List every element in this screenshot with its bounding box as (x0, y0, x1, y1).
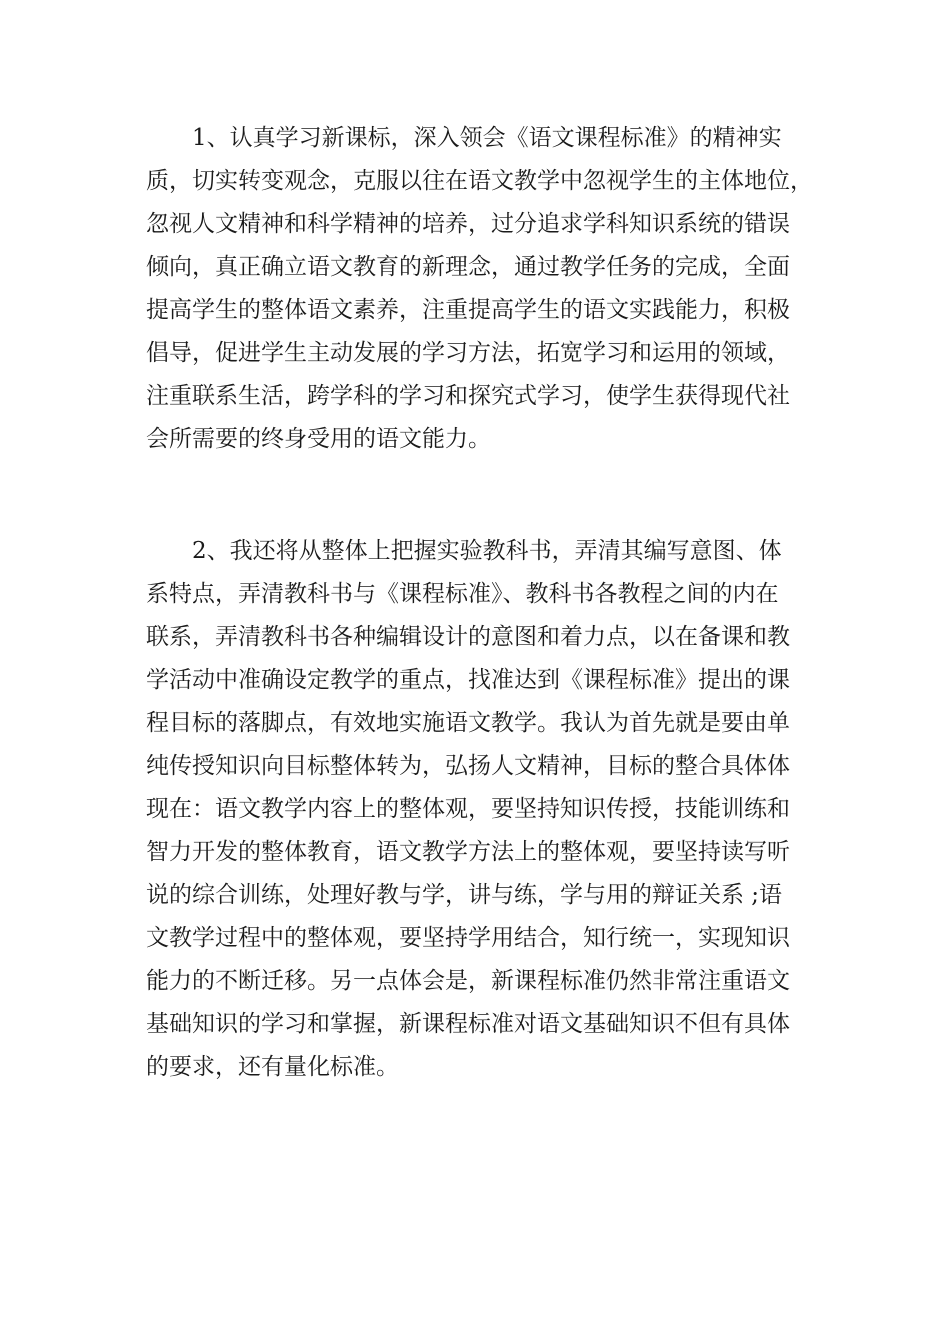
paragraph-line: 基础知识的学习和掌握，新课程标准对语文基础知识不但有具体 (146, 1011, 790, 1037)
paragraph-line: 智力开发的整体教育，语文教学方法上的整体观，要坚持读写听 (146, 839, 790, 865)
paragraph-line: 说的综合训练，处理好教与学，讲与练，学与用的辩证关系 ;语 (146, 882, 783, 908)
paragraph-line: 纯传授知识向目标整体转为，弘扬人文精神，目标的整合具体体 (146, 753, 790, 779)
paragraph-line: 文教学过程中的整体观，要坚持学用结合，知行统一，实现知识 (146, 925, 790, 951)
paragraph-line: 提高学生的整体语文素养，注重提高学生的语文实践能力，积极 (146, 297, 790, 323)
paragraph-line: 倾向，真正确立语文教育的新理念，通过教学任务的完成，全面 (146, 254, 790, 280)
paragraph-line: 联系，弄清教科书各种编辑设计的意图和着力点，以在备课和教 (146, 624, 790, 650)
paragraph-line: 能力的不断迁移。另一点体会是，新课程标准仍然非常注重语文 (146, 968, 790, 994)
paragraph-line: 学活动中准确设定教学的重点，找准达到《课程标准》提出的课 (146, 667, 790, 693)
paragraph-line: 现在：语文教学内容上的整体观，要坚持知识传授，技能训练和 (146, 796, 790, 822)
paragraph-1 (146, 117, 813, 461)
paragraph-2 (146, 530, 810, 1089)
paragraph-line: 程目标的落脚点，有效地实施语文教学。我认为首先就是要由单 (146, 710, 790, 736)
paragraph-line: 质，切实转变观念，克服以往在语文教学中忽视学生的主体地位， (146, 168, 813, 194)
paragraph-line: 注重联系生活，跨学科的学习和探究式学习，使学生获得现代社 (146, 383, 790, 409)
paragraph-line: 1、认真学习新课标，深入领会《语文课程标准》的精神实 (192, 125, 782, 151)
paragraph-line: 倡导，促进学生主动发展的学习方法，拓宽学习和运用的领域， (146, 340, 790, 366)
paragraph-line: 2、我还将从整体上把握实验教科书，弄清其编写意图、体 (192, 538, 782, 564)
paragraph-line: 忽视人文精神和科学精神的培养，过分追求学科知识系统的错误 (146, 211, 790, 237)
paragraph-line: 的要求，还有量化标准。 (146, 1054, 399, 1080)
paragraph-line: 会所需要的终身受用的语文能力。 (146, 426, 491, 452)
paragraph-line: 系特点，弄清教科书与《课程标准》、教科书各教程之间的内在 (146, 581, 779, 607)
